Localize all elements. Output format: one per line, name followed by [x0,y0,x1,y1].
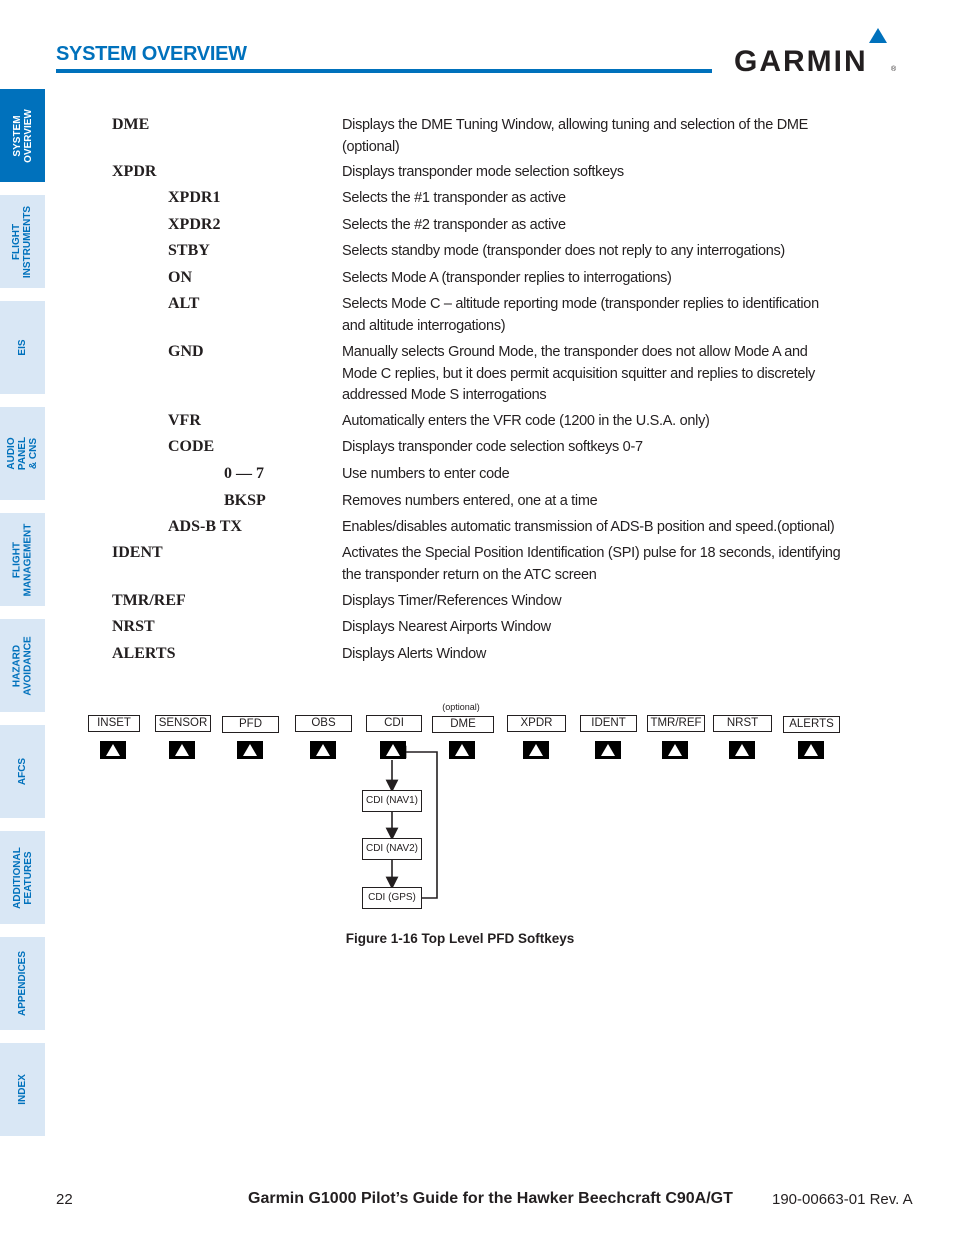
softkey-dme[interactable]: DME [432,716,494,733]
cdi-submenu-cdi-gps[interactable]: CDI (GPS) [362,887,422,909]
softkey-button-up-arrow-icon[interactable] [798,741,824,759]
softkey-button-up-arrow-icon[interactable] [729,741,755,759]
section-title: SYSTEM OVERVIEW [56,43,247,65]
logo-wordmark: GARMIN [734,45,868,78]
tab-label: HAZARD AVOIDANCE [11,635,34,696]
definition-term: NRST [112,618,155,635]
definition-term: XPDR [112,163,157,180]
softkey-obs[interactable]: OBS [295,715,352,732]
softkey-alerts[interactable]: ALERTS [783,716,840,733]
definition-description: Displays Alerts Window [342,646,487,662]
softkey-nrst[interactable]: NRST [713,715,772,732]
tab-appendices[interactable] [0,937,45,1030]
page-number: 22 [56,1191,73,1208]
softkey-sensor[interactable]: SENSOR [155,715,211,732]
softkey-ident[interactable]: IDENT [580,715,637,732]
softkey-button-up-arrow-icon[interactable] [237,741,263,759]
definition-description: Selects standby mode (transponder does not reply to any interrogations) [342,243,785,259]
definition-term: TMR/REF [112,592,186,609]
definition-description: Selects the #1 transponder as active [342,190,566,206]
definition-description: Displays transponder code selection softkeys 0-7 [342,439,643,455]
definition-term: XPDR2 [168,216,221,233]
definition-term: STBY [168,242,210,259]
svg-text:®: ® [891,66,897,73]
definition-term: IDENT [112,544,163,561]
softkey-xpdr[interactable]: XPDR [507,715,566,732]
definition-term: CODE [168,438,215,455]
tab-label: AFCS [17,757,28,786]
definition-description: Selects the #2 transponder as active [342,217,566,233]
tab-flight-instruments[interactable] [0,195,45,288]
softkey-button-up-arrow-icon[interactable] [100,741,126,759]
cdi-submenu-cdi-nav2[interactable]: CDI (NAV2) [362,838,422,860]
softkey-button-up-arrow-icon[interactable] [523,741,549,759]
tab-label: ADDITIONAL FEATURES [11,846,34,909]
tab-label: AUDIO PANEL & CNS [6,436,39,471]
definition-term: 0 — 7 [224,465,264,482]
tab-label: INDEX [17,1074,28,1105]
tab-label: EIS [17,339,28,356]
definition-description: Use numbers to enter code [342,466,510,482]
garmin-delta-icon [869,28,887,43]
tab-additional-features[interactable] [0,831,45,924]
definition-term: ON [168,269,192,286]
tab-afcs[interactable] [0,725,45,818]
definition-term: ALT [168,295,200,312]
tab-system-overview[interactable] [0,89,45,182]
definition-description: Automatically enters the VFR code (1200 in the U.S.A. only) [342,413,710,429]
definition-term: ADS-B TX [168,518,242,535]
tab-flight-management[interactable] [0,513,45,606]
softkey-button-up-arrow-icon[interactable] [169,741,195,759]
definition-term: VFR [168,412,201,429]
tab-eis[interactable] [0,301,45,394]
definition-term: XPDR1 [168,189,221,206]
cdi-submenu-cdi-nav1[interactable]: CDI (NAV1) [362,790,422,812]
softkey-button-up-arrow-icon[interactable] [449,741,475,759]
book-title: Garmin G1000 Pilot’s Guide for the Hawker Beechcraft C90A/GT [248,1190,733,1207]
tab-label: SYSTEM OVERVIEW [11,108,34,163]
tab-label: APPENDICES [17,950,29,1017]
definition-description: Displays transponder mode selection softkeys [342,164,624,180]
figure-caption: Figure 1-16 Top Level PFD Softkeys [345,931,575,946]
definition-description: Activates the Special Position Identification (SPI) pulse for 18 seconds, identifying the transponder return on the ATC screen [342,545,841,583]
definition-description: Displays Timer/References Window [342,593,562,609]
definition-term: GND [168,343,204,360]
definition-term: DME [112,116,150,133]
definition-description: Manually selects Ground Mode, the transponder does not allow Mode A and Mode C replies, but it does permit acquisition squitter and replies to discretely addressed Mode S interrogations [342,344,815,403]
tab-label: FLIGHT INSTRUMENTS [11,205,34,278]
softkey-button-up-arrow-icon[interactable] [310,741,336,759]
softkey-inset[interactable]: INSET [88,715,140,732]
definition-description: Enables/disables automatic transmission of ADS-B position and speed.(optional) [342,519,835,535]
document-number: 190-00663-01 Rev. A [772,1191,913,1208]
softkey-button-up-arrow-icon[interactable] [595,741,621,759]
definition-description: Removes numbers entered, one at a time [342,493,598,509]
tab-hazard-avoidance[interactable] [0,619,45,712]
definition-term: BKSP [224,492,266,509]
softkey-button-up-arrow-icon[interactable] [380,741,406,759]
optional-note: (optional) [442,702,480,712]
softkey-tmr-ref[interactable]: TMR/REF [647,715,705,732]
definition-description: Selects Mode A (transponder replies to interrogations) [342,270,672,286]
softkey-cdi[interactable]: CDI [366,715,422,732]
title-rule [56,69,712,73]
tab-label: FLIGHT MANAGEMENT [11,523,34,596]
definition-description: Selects Mode C – altitude reporting mode (transponder replies to identification and altitude interrogations) [342,296,819,334]
softkey-pfd[interactable]: PFD [222,716,279,733]
softkey-button-up-arrow-icon[interactable] [662,741,688,759]
garmin-logo [734,26,900,78]
definition-description: Displays Nearest Airports Window [342,619,551,635]
definition-term: ALERTS [112,645,176,662]
tab-index[interactable] [0,1043,45,1136]
tab-audio-panel-cns[interactable] [0,407,45,500]
definition-description: Displays the DME Tuning Window, allowing tuning and selection of the DME (optional) [342,117,809,155]
